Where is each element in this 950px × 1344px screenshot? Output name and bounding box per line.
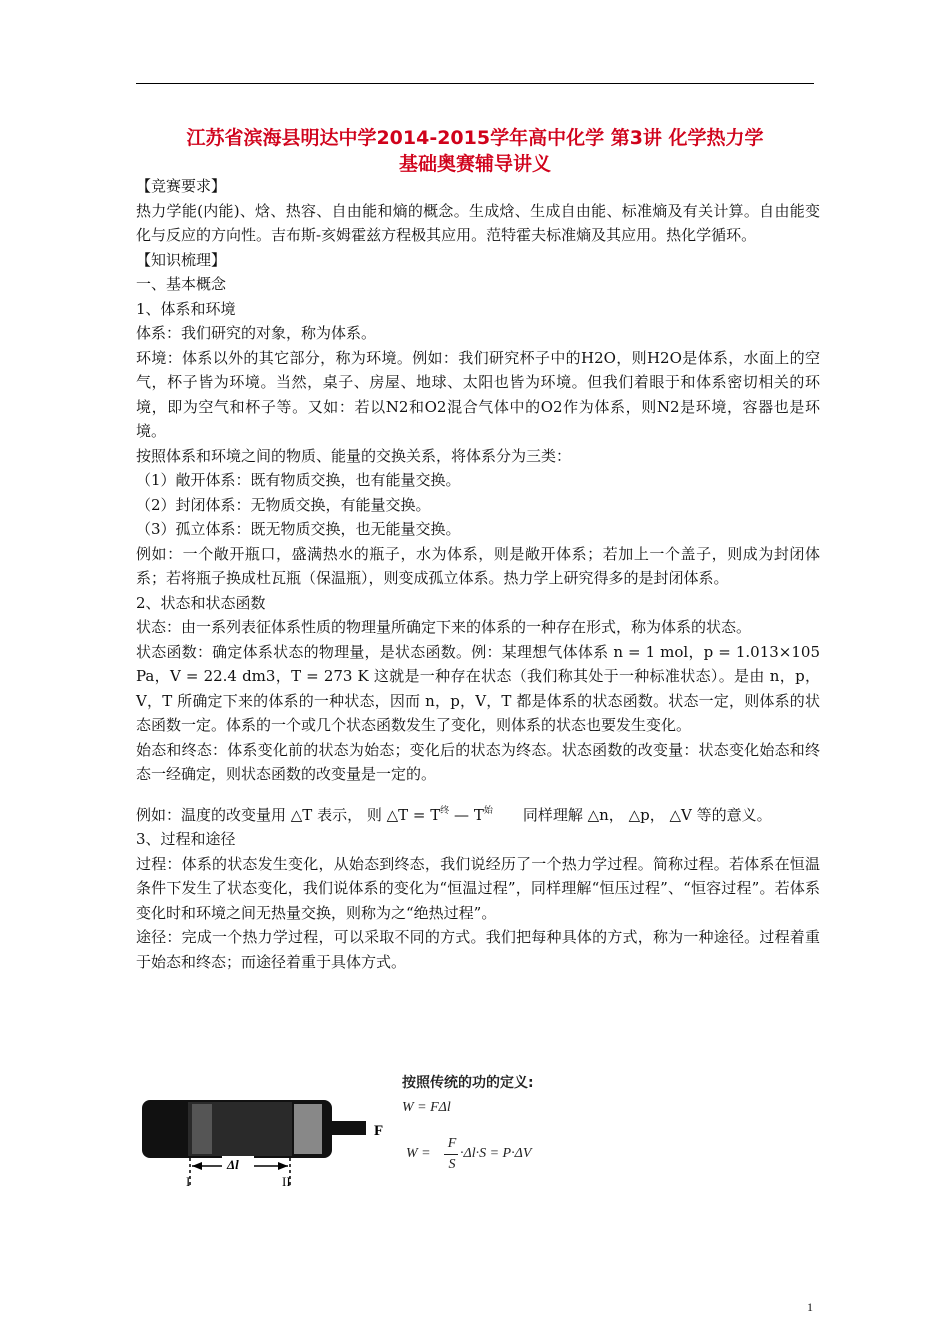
paragraph: 状态函数：确定体系状态的物理量，是状态函数。例：某理想气体体系 n = 1 mol，p = 1.013×105 Pa，V = 22.4 dm3，T = 273 K 这就是一种存在状态（我们称其处于一种标准状态）。是由 n，p，V，T 所确定下来的体系的一种状态，因而 n，p，V，T 都是体系的状态函数。状态一定，则体系的状态函数一定。体系的一个或几个状态函数发生了变化，则体系的状态也要发生变化。 — [136, 642, 820, 734]
subheading: 3、过程和途径 — [136, 830, 236, 848]
formula-pv-right: ·Δl·S = P·ΔV — [460, 1146, 532, 1161]
document-body — [136, 174, 820, 974]
subheading: 一、基本概念 — [136, 275, 227, 293]
force-label: F — [374, 1123, 384, 1139]
document-title-line-1: 江苏省滨海县明达中学2014-2015学年高中化学 第3讲 化学热力学 — [186, 127, 764, 149]
section-heading-knowledge: 【知识梳理】 — [136, 250, 227, 269]
paragraph: 始态和终态：体系变化前的状态为始态；变化后的状态为终态。状态函数的改变量：状态变化始态和终态一经确定，则状态函数的改变量是一定的。 — [136, 740, 820, 783]
figure-heading: 按照传统的功的定义: — [402, 1075, 534, 1091]
paragraph: 过程：体系的状态发生变化，从始态到终态，我们说经历了一个热力学过程。简称过程。若体系在恒温条件下发生了状态变化，我们说体系的变化为“恒温过程”，同样理解“恒压过程”、“恒容过程”。若体系变化时和环境之间无热量交换，则称为之“绝热过程”。 — [136, 854, 820, 922]
piston-figure — [136, 1074, 586, 1194]
formula-frac-den: S — [448, 1157, 456, 1172]
piston-rod — [322, 1121, 366, 1135]
paragraph: 状态：由一系列表征体系性质的物理量所确定下来的体系的一种存在形式，称为体系的状态。 — [136, 618, 752, 636]
example-line: 例如：温度的改变量用 △T 表示， 则 △T = $T^终$ — $T^始$ 同样理解 △n， △p， △V 等的意义。 — [136, 805, 772, 824]
paragraph: 按照体系和环境之间的物质、能量的交换关系，将体系分为三类： — [136, 446, 572, 465]
section-heading-requirements: 【竞赛要求】 — [136, 177, 227, 195]
paragraph: 体系：我们研究的对象，称为体系。 — [136, 324, 377, 342]
list-item: （1）敞开体系：既有物质交换，也有能量交换。 — [136, 471, 461, 489]
formula-work: W = FΔl — [402, 1100, 451, 1115]
subheading: 1、体系和环境 — [136, 299, 236, 318]
list-item: （3）孤立体系：既无物质交换，也无能量交换。 — [136, 520, 461, 538]
mark-two: II — [282, 1174, 291, 1189]
formula-frac-num: F — [447, 1136, 457, 1151]
paragraph: 环境：体系以外的其它部分，称为环境。例如：我们研究杯子中的H2O，则H2O是体系，水面上的空气，杯子皆为环境。当然，桌子、房屋、地球、太阳也皆为环境。但我们着眼于和体系密切相关的环境，即为空气和杯子等。又如：若以N2和O2混合气体中的O2作为体系，则N2是环境，容器也是环境。 — [136, 348, 820, 440]
paragraph: 例如：一个敞开瓶口，盛满热水的瓶子，水为体系，则是敞开体系；若加上一个盖子，则成为封闭体系；若将瓶子换成杜瓦瓶（保温瓶），则变成孤立体系。热力学上研究得多的是封闭体系。 — [136, 544, 820, 587]
fraction-bar — [444, 1154, 458, 1155]
document-title-line-2: 基础奥赛辅导讲义 — [398, 153, 551, 175]
mark-one: I — [186, 1174, 191, 1189]
header-rule — [136, 83, 814, 84]
list-item: （2）封闭体系：无物质交换，有能量交换。 — [136, 495, 431, 514]
formula-pv-left: W = — [406, 1146, 431, 1161]
paragraph: 途径：完成一个热力学过程，可以采取不同的方式。我们把每种具体的方式，称为一种途径。过程着重于始态和终态；而途径着重于具体方式。 — [136, 928, 820, 971]
subheading: 2、状态和状态函数 — [136, 593, 266, 612]
delta-l-label: Δl — [227, 1157, 239, 1172]
paragraph: 热力学能(内能)、焓、热容、自由能和熵的概念。生成焓、生成自由能、标准熵及有关计算。自由能变化与反应的方向性。吉布斯-亥姆霍兹方程极其应用。范特霍夫标准熵及其应用。热化学循环。 — [136, 201, 820, 244]
page-number: 1 — [807, 1300, 813, 1314]
